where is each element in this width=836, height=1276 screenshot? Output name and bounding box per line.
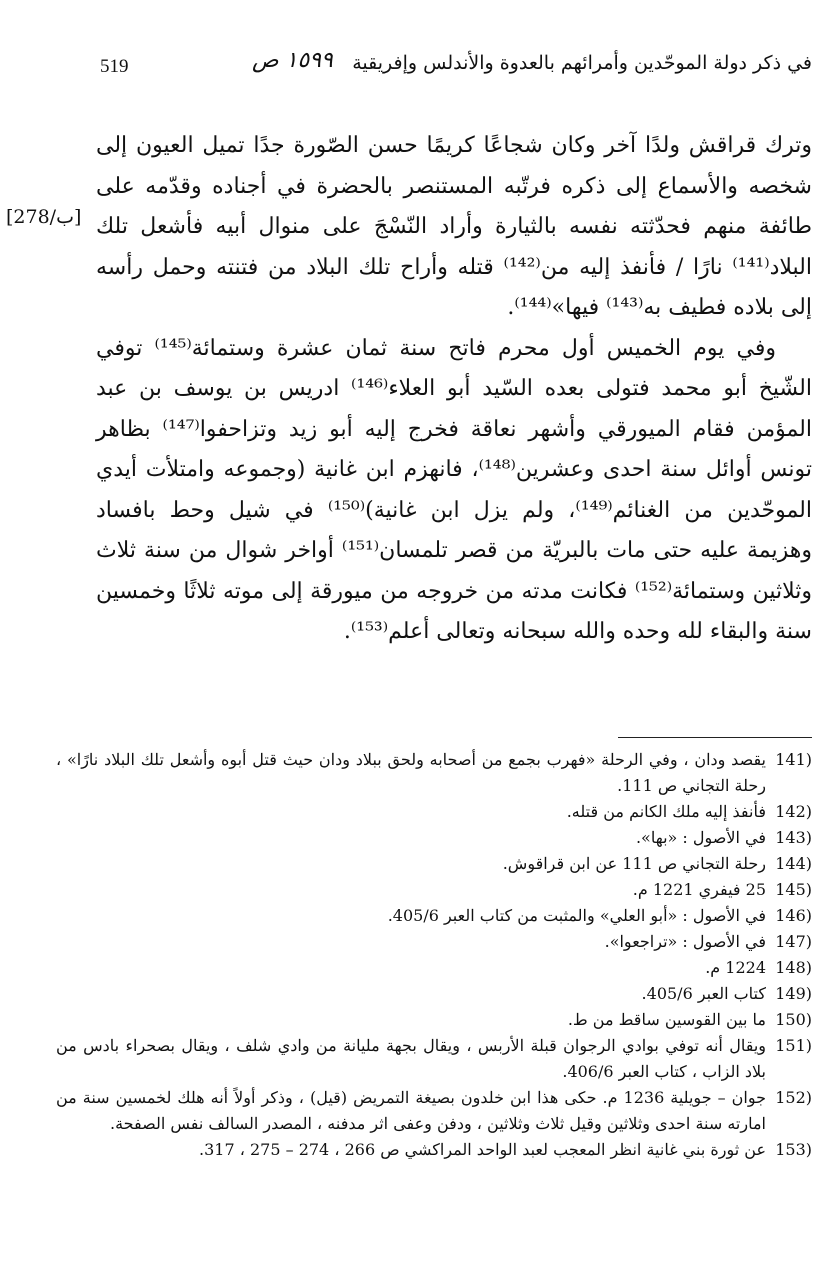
footnote: [56, 1033, 812, 1085]
footnote-number: (144: [775, 854, 812, 873]
footnote: [56, 929, 812, 955]
footnote-text: ويقال أنه توفي بوادي الرجوان قبلة الأربس ، ويقال بجهة مليانة من وادي شلف ، ويقال بصحراء بادس من بلاد الزاب ، كتاب العبر 406/6.: [56, 1036, 766, 1081]
footnote: [56, 851, 812, 877]
page-header: [60, 48, 812, 92]
footnote: [56, 1007, 812, 1033]
footnote-number: (145: [775, 880, 812, 899]
footnote-number: (142: [775, 802, 812, 821]
footnote-divider: [618, 737, 812, 738]
footnote-number: (143: [775, 828, 812, 847]
footnote-number: (147: [775, 932, 812, 951]
footnote: [56, 799, 812, 825]
footnote: [56, 955, 812, 981]
running-title: في ذكر دولة الموحّدين وأمرائهم بالعدوة والأندلس وإفريقية: [352, 52, 812, 74]
margin-folio-reference: [278/ب]: [6, 206, 82, 228]
footnote-number: (146: [775, 906, 812, 925]
footnote-number: (149: [775, 984, 812, 1003]
footnote-text: 25 فيفري 1221 م.: [632, 880, 766, 899]
footnotes: [56, 747, 812, 1163]
footnote-number: (150: [775, 1010, 812, 1029]
footnote-number: (153: [775, 1140, 812, 1159]
footnote-text: رحلة التجاني ص 111 عن ابن قراقوش.: [502, 854, 766, 873]
footnote-number: (152: [775, 1088, 812, 1107]
footnote-text: في الأصول : «تراجعوا».: [604, 932, 766, 951]
page-number: 519: [100, 56, 129, 77]
footnote: [56, 981, 812, 1007]
footnote-text: ما بين القوسين ساقط من ط.: [567, 1010, 766, 1029]
footnote: [56, 877, 812, 903]
footnote-text: عن ثورة بني غانية انظر المعجب لعبد الواحد المراكشي ص 266 ، 274 – 275 ، 317.: [198, 1140, 766, 1159]
footnote-text: فأنفذ إليه ملك الكانم من قتله.: [566, 802, 766, 821]
footnote: [56, 903, 812, 929]
paragraph-1: وترك قراقش ولدًا آخر وكان شجاعًا كريمًا حسن الصّورة جدًا تميل العيون إلى شخصه والأسماع إلى ذكره فرتّبه المستنصر بالحضرة في أجناده وقدّمه على طائفة منهم فحدّثته نفسه بالثيارة وأراد النّسْجَ على منوال أبيه فأشعل تلك البلاد⁽¹⁴¹⁾ نارًا / فأنفذ إليه من⁽¹⁴²⁾ قتله وأراح تلك البلاد من فتنته وحمل رأسه إلى بلاده فطيف به⁽¹⁴³⁾ فيها»⁽¹⁴⁴⁾.: [96, 133, 812, 320]
footnote-text: يقصد ودان ، وفي الرحلة «فهرب بجمع من أصحابه ولحق ببلاد ودان حيث قتل أبوه وأشعل تلك البلاد نارًا» ، رحلة التجاني ص 111.: [56, 750, 766, 795]
footnote: [56, 825, 812, 851]
footnote-text: كتاب العبر 405/6.: [641, 984, 766, 1003]
footnote: [56, 747, 812, 799]
main-text: [96, 126, 812, 653]
footnote-text: جوان – جويلية 1236 م. حكى هذا ابن خلدون بصيغة التمريض (قيل) ، وذكر أولاً أنه هلك لخمسين سنة من امارته سنة احدى وثلاثين وقيل ثلاث وثلاثين ، ودفن وعفى اثر مدفنه ، المصدر السالف نفس الصفحة.: [56, 1088, 767, 1133]
footnote: [56, 1085, 812, 1137]
footnote-text: في الأصول : «بها».: [635, 828, 766, 847]
footnote-number: (148: [775, 958, 812, 977]
handwritten-note: ١٥٩٩ ص: [252, 48, 333, 73]
footnote-text: في الأصول : «أبو العلي» والمثبت من كتاب العبر 405/6.: [387, 906, 766, 925]
footnote: [56, 1137, 812, 1163]
footnote-text: 1224 م.: [705, 958, 766, 977]
footnote-number: (141: [775, 750, 812, 769]
footnote-number: (151: [775, 1036, 812, 1055]
paragraph-2: وفي يوم الخميس أول محرم فاتح سنة ثمان عشرة وستمائة⁽¹⁴⁵⁾ توفي الشّيخ أبو محمد فتولى بعده السّيد أبو العلاء⁽¹⁴⁶⁾ ادريس بن يوسف بن عبد المؤمن فقام الميورقي وأشهر نعاقة فخرج إليه أبو زيد وتزاحفوا⁽¹⁴⁷⁾ بظاهر تونس أوائل سنة احدى وعشرين⁽¹⁴⁸⁾، فانهزم ابن غانية (وجموعه وامتلأت أيدي الموحّدين من الغنائم⁽¹⁴⁹⁾، ولم يزل ابن غانية)⁽¹⁵⁰⁾ في شيل وحط بافساد وهزيمة عليه حتى مات بالبريّة من قصر تلمسان⁽¹⁵¹⁾ أواخر شوال من سنة ثلاث وثلاثين وستمائة⁽¹⁵²⁾ فكانت مدته من خروجه من ميورقة إلى موته ثلاثًا وخمسين سنة والبقاء لله وحده والله سبحانه وتعالى أعلم⁽¹⁵³⁾.: [96, 335, 812, 644]
